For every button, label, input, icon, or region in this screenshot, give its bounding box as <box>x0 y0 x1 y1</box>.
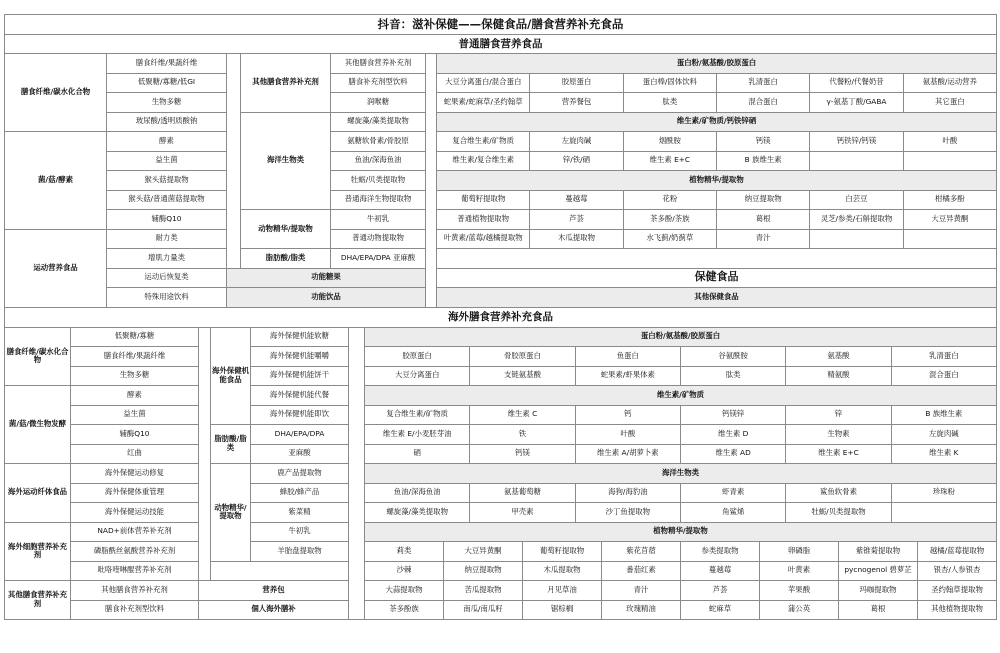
plant-cell-2-1: 木瓜提取物 <box>529 229 623 250</box>
os-plant-cell-3-0: 茶多酚族 <box>364 600 444 621</box>
os-vitamin-cell-1-0: 维生素 E/小麦胚芽油 <box>364 424 470 445</box>
os-plant-cell-3-6: 葛根 <box>838 600 918 621</box>
os-fatty-item-1: 亚麻酸 <box>250 444 349 465</box>
os-protein-cell-1-5: 混合蛋白 <box>891 366 997 387</box>
section-title-domestic: 普通膳食营养食品 <box>4 34 997 54</box>
os-cell-head: 海外细胞营养补充剂 <box>4 522 71 582</box>
plant-head: 植物精华/提取物 <box>436 170 997 191</box>
os-marine-cell-0-2: 海狗/海豹油 <box>575 483 681 504</box>
os-plant-cell-2-2: 月见草油 <box>522 580 602 601</box>
os-marine-cell-1-3: 角鲨烯 <box>680 502 786 523</box>
os-plant-cell-0-6: 紫锥菊提取物 <box>838 541 918 562</box>
protein-cell-1-3: 混合蛋白 <box>716 92 810 113</box>
carb-item-0: 膳食纤维/果蔬纤维 <box>106 53 227 74</box>
vitamin-cell-0-0: 复合维生素/矿物质 <box>436 131 530 152</box>
os-vitamin-head: 维生素/矿物质 <box>364 385 997 406</box>
os-vitamin-cell-1-5: 左旋肉碱 <box>891 424 997 445</box>
sport-item-2: 运动后恢复类 <box>106 268 227 289</box>
protein-cell-0-1: 胶原蛋白 <box>529 73 623 94</box>
fungi-item-4: 辅酶Q10 <box>106 209 227 230</box>
os-animal-item-4: 羊胎盘提取物 <box>250 541 349 562</box>
os-vitamin-cell-2-2: 维生素 A/胡萝卜素 <box>575 444 681 465</box>
marine-item-1: 氨糖软骨素/骨胶原 <box>330 131 426 152</box>
os-marine-cell-0-5: 珍珠粉 <box>891 483 997 504</box>
fungi-item-3: 猴头菇/普通菌菇提取物 <box>106 190 227 211</box>
os-plant-cell-0-0: 莉类 <box>364 541 444 562</box>
page-title: 抖音：滋补保健——保健食品/膳食营养补充食品 <box>4 14 997 35</box>
other-item-2: 润喉糖 <box>330 92 426 113</box>
os-protein-cell-1-1: 支链氨基酸 <box>469 366 575 387</box>
os-func-item-2: 海外保健机能饼干 <box>250 366 349 387</box>
os-plant-cell-0-5: 卵磷脂 <box>759 541 839 562</box>
os-plant-cell-1-5: 叶黄素 <box>759 561 839 582</box>
os-plant-cell-2-6: 玛咖提取物 <box>838 580 918 601</box>
os-cell-item-2: 吡咯喹啉醌营养补充剂 <box>70 561 199 582</box>
protein-head: 蛋白粉/氨基酸/胶原蛋白 <box>436 53 997 74</box>
os-plant-cell-1-6: pycnogenol 碧萝芷 <box>838 561 918 582</box>
os-plant-cell-2-7: 圣约翰草提取物 <box>917 580 997 601</box>
animal-item-0: 牛初乳 <box>330 209 426 230</box>
os-fatty-item-0: DHA/EPA/DPA <box>250 424 349 445</box>
os-marine-cell-0-1: 氨基葡萄糖 <box>469 483 575 504</box>
os-plant-cell-3-7: 其他植物提取物 <box>917 600 997 621</box>
os-func-item-3: 海外保健机能代餐 <box>250 385 349 406</box>
func-candy: 功能糖果 <box>226 268 426 289</box>
marine-item-2: 鱼油/深海鱼油 <box>330 151 426 172</box>
os-marine-cell-1-0: 螺旋藻/藻类提取物 <box>364 502 470 523</box>
os-vitamin-cell-1-4: 生物素 <box>785 424 891 445</box>
os-plant-cell-3-2: 锯棕榈 <box>522 600 602 621</box>
os-vitamin-cell-0-0: 复合维生素/矿物质 <box>364 405 470 426</box>
vitamin-head: 维生素/矿物质/钙铁锌硒 <box>436 112 997 133</box>
os-pack: 营养包 <box>198 580 349 601</box>
vitamin-cell-1-1: 锌/铁/硒 <box>529 151 623 172</box>
os-cell-item-1: 磷脂酰丝氨酸营养补充剂 <box>70 541 199 562</box>
fungi-item-0: 酵素 <box>106 131 227 152</box>
os-vitamin-cell-0-2: 钙 <box>575 405 681 426</box>
protein-cell-0-3: 乳清蛋白 <box>716 73 810 94</box>
os-other-head: 其他膳食营养补充剂 <box>4 580 71 620</box>
os-other-item-1: 膳食补充剂型饮料 <box>70 600 199 621</box>
plant-cell-0-4: 白芸豆 <box>809 190 903 211</box>
marine-item-0: 螺旋藻/藻类提取物 <box>330 112 426 133</box>
os-personal: 個人海外膳补 <box>198 600 349 621</box>
marine-item-3: 牡蛎/贝类提取物 <box>330 170 426 191</box>
os-marine-cell-1-2: 沙丁鱼提取物 <box>575 502 681 523</box>
os-cell-item-0: NAD+前体营养补充剂 <box>70 522 199 543</box>
os-plant-cell-1-0: 沙棘 <box>364 561 444 582</box>
marine-item-4: 普通海洋生物提取物 <box>330 190 426 211</box>
os-plant-cell-2-0: 大蒜提取物 <box>364 580 444 601</box>
os-fungi-item-2: 辅酶Q10 <box>70 424 199 445</box>
protein-cell-0-4: 代餐粉/代餐奶昔 <box>809 73 903 94</box>
group-marine-head: 海洋生物类 <box>240 112 331 211</box>
os-carb-item-0: 低聚糖/寡糖 <box>70 327 199 348</box>
os-plant-cell-3-3: 玫瑰精油 <box>601 600 681 621</box>
vitamin-cell-1-3: B 族维生素 <box>716 151 810 172</box>
group-other-head: 其他膳食营养补充剂 <box>240 53 331 113</box>
plant-cell-2-2: 水飞蓟/奶蓟草 <box>623 229 717 250</box>
os-vitamin-cell-0-5: B 族维生素 <box>891 405 997 426</box>
os-vitamin-cell-1-3: 维生素 D <box>680 424 786 445</box>
os-sport-head: 海外运动纤体食品 <box>4 463 71 523</box>
section-title-overseas: 海外膳食营养补充食品 <box>4 307 997 328</box>
os-vitamin-cell-1-2: 叶酸 <box>575 424 681 445</box>
vitamin-cell-0-5: 叶酸 <box>903 131 997 152</box>
os-fungi-item-0: 酵素 <box>70 385 199 406</box>
plant-cell-1-4: 灵芝/参类/石斛提取物 <box>809 209 903 230</box>
os-plant-cell-1-3: 番茄红素 <box>601 561 681 582</box>
os-vitamin-cell-0-3: 钙镁锌 <box>680 405 786 426</box>
os-protein-cell-1-4: 精氨酸 <box>785 366 891 387</box>
os-plant-cell-2-1: 苦瓜提取物 <box>443 580 523 601</box>
os-carb-item-1: 膳食纤维/果蔬纤维 <box>70 346 199 367</box>
plant-cell-1-2: 茶多酚/茶族 <box>623 209 717 230</box>
os-protein-cell-0-2: 鱼蛋白 <box>575 346 681 367</box>
plant-cell-1-1: 芦荟 <box>529 209 623 230</box>
protein-cell-1-2: 肽类 <box>623 92 717 113</box>
plant-cell-0-2: 花粉 <box>623 190 717 211</box>
vitamin-cell-0-2: 烟酰胺 <box>623 131 717 152</box>
other-health-food: 其他保健食品 <box>436 287 997 308</box>
os-plant-cell-3-5: 蒲公英 <box>759 600 839 621</box>
group-animal-head: 动物精华/提取物 <box>240 209 331 249</box>
blank-row <box>436 248 997 269</box>
os-fungi-head: 菌/菇/微生物发酵 <box>4 385 71 464</box>
protein-cell-1-1: 营养餐包 <box>529 92 623 113</box>
os-vitamin-cell-2-1: 钙镁 <box>469 444 575 465</box>
sport-item-3: 特殊用途饮料 <box>106 287 227 308</box>
plant-cell-2-3: 青汁 <box>716 229 810 250</box>
os-marine-cell-1-4: 牡蛎/贝类提取物 <box>785 502 891 523</box>
health-food-title: 保健食品 <box>436 268 997 289</box>
os-vitamin-cell-2-4: 维生素 E+C <box>785 444 891 465</box>
protein-cell-0-0: 大豆分离蛋白/混合蛋白 <box>436 73 530 94</box>
os-animal-item-1: 蜂胶/蜂产品 <box>250 483 349 504</box>
os-marine-head: 海洋生物类 <box>364 463 997 484</box>
func-drink: 功能饮品 <box>226 287 426 308</box>
vitamin-cell-1-5 <box>903 151 997 172</box>
carb-item-2: 生物多糖 <box>106 92 227 113</box>
plant-cell-0-0: 葡萄籽提取物 <box>436 190 530 211</box>
vitamin-cell-0-4: 钙铁锌/钙镁 <box>809 131 903 152</box>
os-protein-cell-1-3: 肽类 <box>680 366 786 387</box>
os-protein-cell-0-0: 胶原蛋白 <box>364 346 470 367</box>
protein-cell-1-5: 其它蛋白 <box>903 92 997 113</box>
group-sport-head: 运动营养食品 <box>4 229 107 308</box>
plant-cell-1-0: 普通植物提取物 <box>436 209 530 230</box>
group-fungi-head: 菌/菇/酵素 <box>4 131 107 230</box>
os-plant-cell-0-1: 大豆异黄酮 <box>443 541 523 562</box>
os-fungi-item-1: 益生菌 <box>70 405 199 426</box>
group-fatty-head: 脂肪酸/脂类 <box>240 248 331 269</box>
os-protein-cell-1-0: 大豆分离蛋白 <box>364 366 470 387</box>
os-protein-cell-0-5: 乳清蛋白 <box>891 346 997 367</box>
os-plant-cell-1-4: 蔓越莓 <box>680 561 760 582</box>
plant-cell-0-1: 蔓越莓 <box>529 190 623 211</box>
vitamin-cell-1-2: 维生素 E+C <box>623 151 717 172</box>
group-carb-head: 膳食纤维/碳水化合物 <box>4 53 107 132</box>
os-carb-item-2: 生物多糖 <box>70 366 199 387</box>
os-sport-item-2: 海外保健运动技能 <box>70 502 199 523</box>
os-marine-cell-0-3: 虾青素 <box>680 483 786 504</box>
plant-cell-2-4 <box>809 229 903 250</box>
os-animal-item-0: 鹿产品提取物 <box>250 463 349 484</box>
os-vitamin-cell-2-5: 维生素 K <box>891 444 997 465</box>
protein-cell-0-5: 氨基酸/运动营养 <box>903 73 997 94</box>
os-plant-head: 植物精华/提取物 <box>364 522 997 543</box>
os-plant-cell-3-1: 南瓜/南瓜籽 <box>443 600 523 621</box>
plant-cell-0-3: 纳豆提取物 <box>716 190 810 211</box>
os-vitamin-cell-2-3: 维生素 AD <box>680 444 786 465</box>
plant-cell-1-3: 葛根 <box>716 209 810 230</box>
os-carb-head: 膳食纤维/碳水化合物 <box>4 327 71 387</box>
protein-cell-1-4: γ-氨基丁酸/GABA <box>809 92 903 113</box>
os-other-item-0: 其他膳食营养补充剂 <box>70 580 199 601</box>
sport-item-1: 增肌力量类 <box>106 248 227 269</box>
os-plant-cell-3-4: 蛇麻草 <box>680 600 760 621</box>
other-item-1: 膳食补充剂型饮料 <box>330 73 426 94</box>
os-marine-cell-1-1: 甲壳素 <box>469 502 575 523</box>
os-func-item-0: 海外保健机能软糖 <box>250 327 349 348</box>
os-vitamin-cell-2-0: 硒 <box>364 444 470 465</box>
os-plant-cell-1-2: 木瓜提取物 <box>522 561 602 582</box>
carb-item-1: 低聚糖/寡糖/低GI <box>106 73 227 94</box>
plant-cell-2-0: 叶黄素/蓝莓/越橘提取物 <box>436 229 530 250</box>
os-vitamin-cell-0-1: 维生素 C <box>469 405 575 426</box>
os-fatty-head: 脂肪酸/脂类 <box>210 424 251 464</box>
os-func-head: 海外保健机能食品 <box>210 327 251 426</box>
os-protein-cell-0-4: 氨基酸 <box>785 346 891 367</box>
category-table <box>4 14 996 634</box>
os-func-item-4: 海外保健机能即饮 <box>250 405 349 426</box>
vitamin-cell-1-0: 维生素/复合维生素 <box>436 151 530 172</box>
sport-item-0: 耐力类 <box>106 229 227 250</box>
vitamin-cell-0-3: 钙镁 <box>716 131 810 152</box>
os-plant-cell-1-7: 银杏/人参银杏 <box>917 561 997 582</box>
os-marine-cell-0-0: 鱼油/深海鱼油 <box>364 483 470 504</box>
protein-cell-0-2: 蛋白棒/固体饮料 <box>623 73 717 94</box>
os-plant-cell-1-1: 纳豆提取物 <box>443 561 523 582</box>
divider-d <box>348 327 365 621</box>
fatty-item: DHA/EPA/DPA 亚麻酸 <box>330 248 426 269</box>
os-protein-cell-1-2: 蛇果素/虾果体素 <box>575 366 681 387</box>
divider-a <box>226 53 241 269</box>
os-protein-cell-0-1: 骨胶原蛋白 <box>469 346 575 367</box>
os-sport-item-1: 海外保健体重管理 <box>70 483 199 504</box>
os-plant-cell-0-4: 参类提取物 <box>680 541 760 562</box>
os-animal-head: 动物精华/提取物 <box>210 463 251 562</box>
os-marine-cell-0-4: 鲨鱼软骨素 <box>785 483 891 504</box>
plant-cell-0-5: 柑橘多酚 <box>903 190 997 211</box>
os-protein-head: 蛋白粉/氨基酸/胶原蛋白 <box>364 327 997 348</box>
os-sport-item-0: 海外保健运动修复 <box>70 463 199 484</box>
carb-item-3: 玻尿酸/透明质酸钠 <box>106 112 227 133</box>
fungi-item-1: 益生菌 <box>106 151 227 172</box>
vitamin-cell-1-4 <box>809 151 903 172</box>
os-marine-cell-1-5 <box>891 502 997 523</box>
animal-item-1: 普通动物提取物 <box>330 229 426 250</box>
plant-cell-1-5: 大豆异黄酮 <box>903 209 997 230</box>
os-func-item-1: 海外保健机能嚼嚼 <box>250 346 349 367</box>
os-animal-item-2: 紫菜精 <box>250 502 349 523</box>
os-plant-cell-2-5: 苹果酸 <box>759 580 839 601</box>
fungi-item-2: 猴头菇提取物 <box>106 170 227 191</box>
os-plant-cell-0-3: 紫花苜蓿 <box>601 541 681 562</box>
protein-cell-1-0: 蛇果素/蛇麻草/圣约翰草 <box>436 92 530 113</box>
vitamin-cell-0-1: 左旋肉碱 <box>529 131 623 152</box>
os-plant-cell-0-2: 葡萄籽提取物 <box>522 541 602 562</box>
os-plant-cell-2-4: 芦荟 <box>680 580 760 601</box>
os-plant-cell-0-7: 越橘/蓝莓提取物 <box>917 541 997 562</box>
os-animal-item-3: 牛初乳 <box>250 522 349 543</box>
os-vitamin-cell-1-1: 铁 <box>469 424 575 445</box>
os-protein-cell-0-3: 谷氨酰胺 <box>680 346 786 367</box>
plant-cell-2-5 <box>903 229 997 250</box>
os-vitamin-cell-0-4: 锌 <box>785 405 891 426</box>
other-item-0: 其他膳食营养补充剂 <box>330 53 426 74</box>
os-fungi-item-3: 红曲 <box>70 444 199 465</box>
os-plant-cell-2-3: 青汁 <box>601 580 681 601</box>
